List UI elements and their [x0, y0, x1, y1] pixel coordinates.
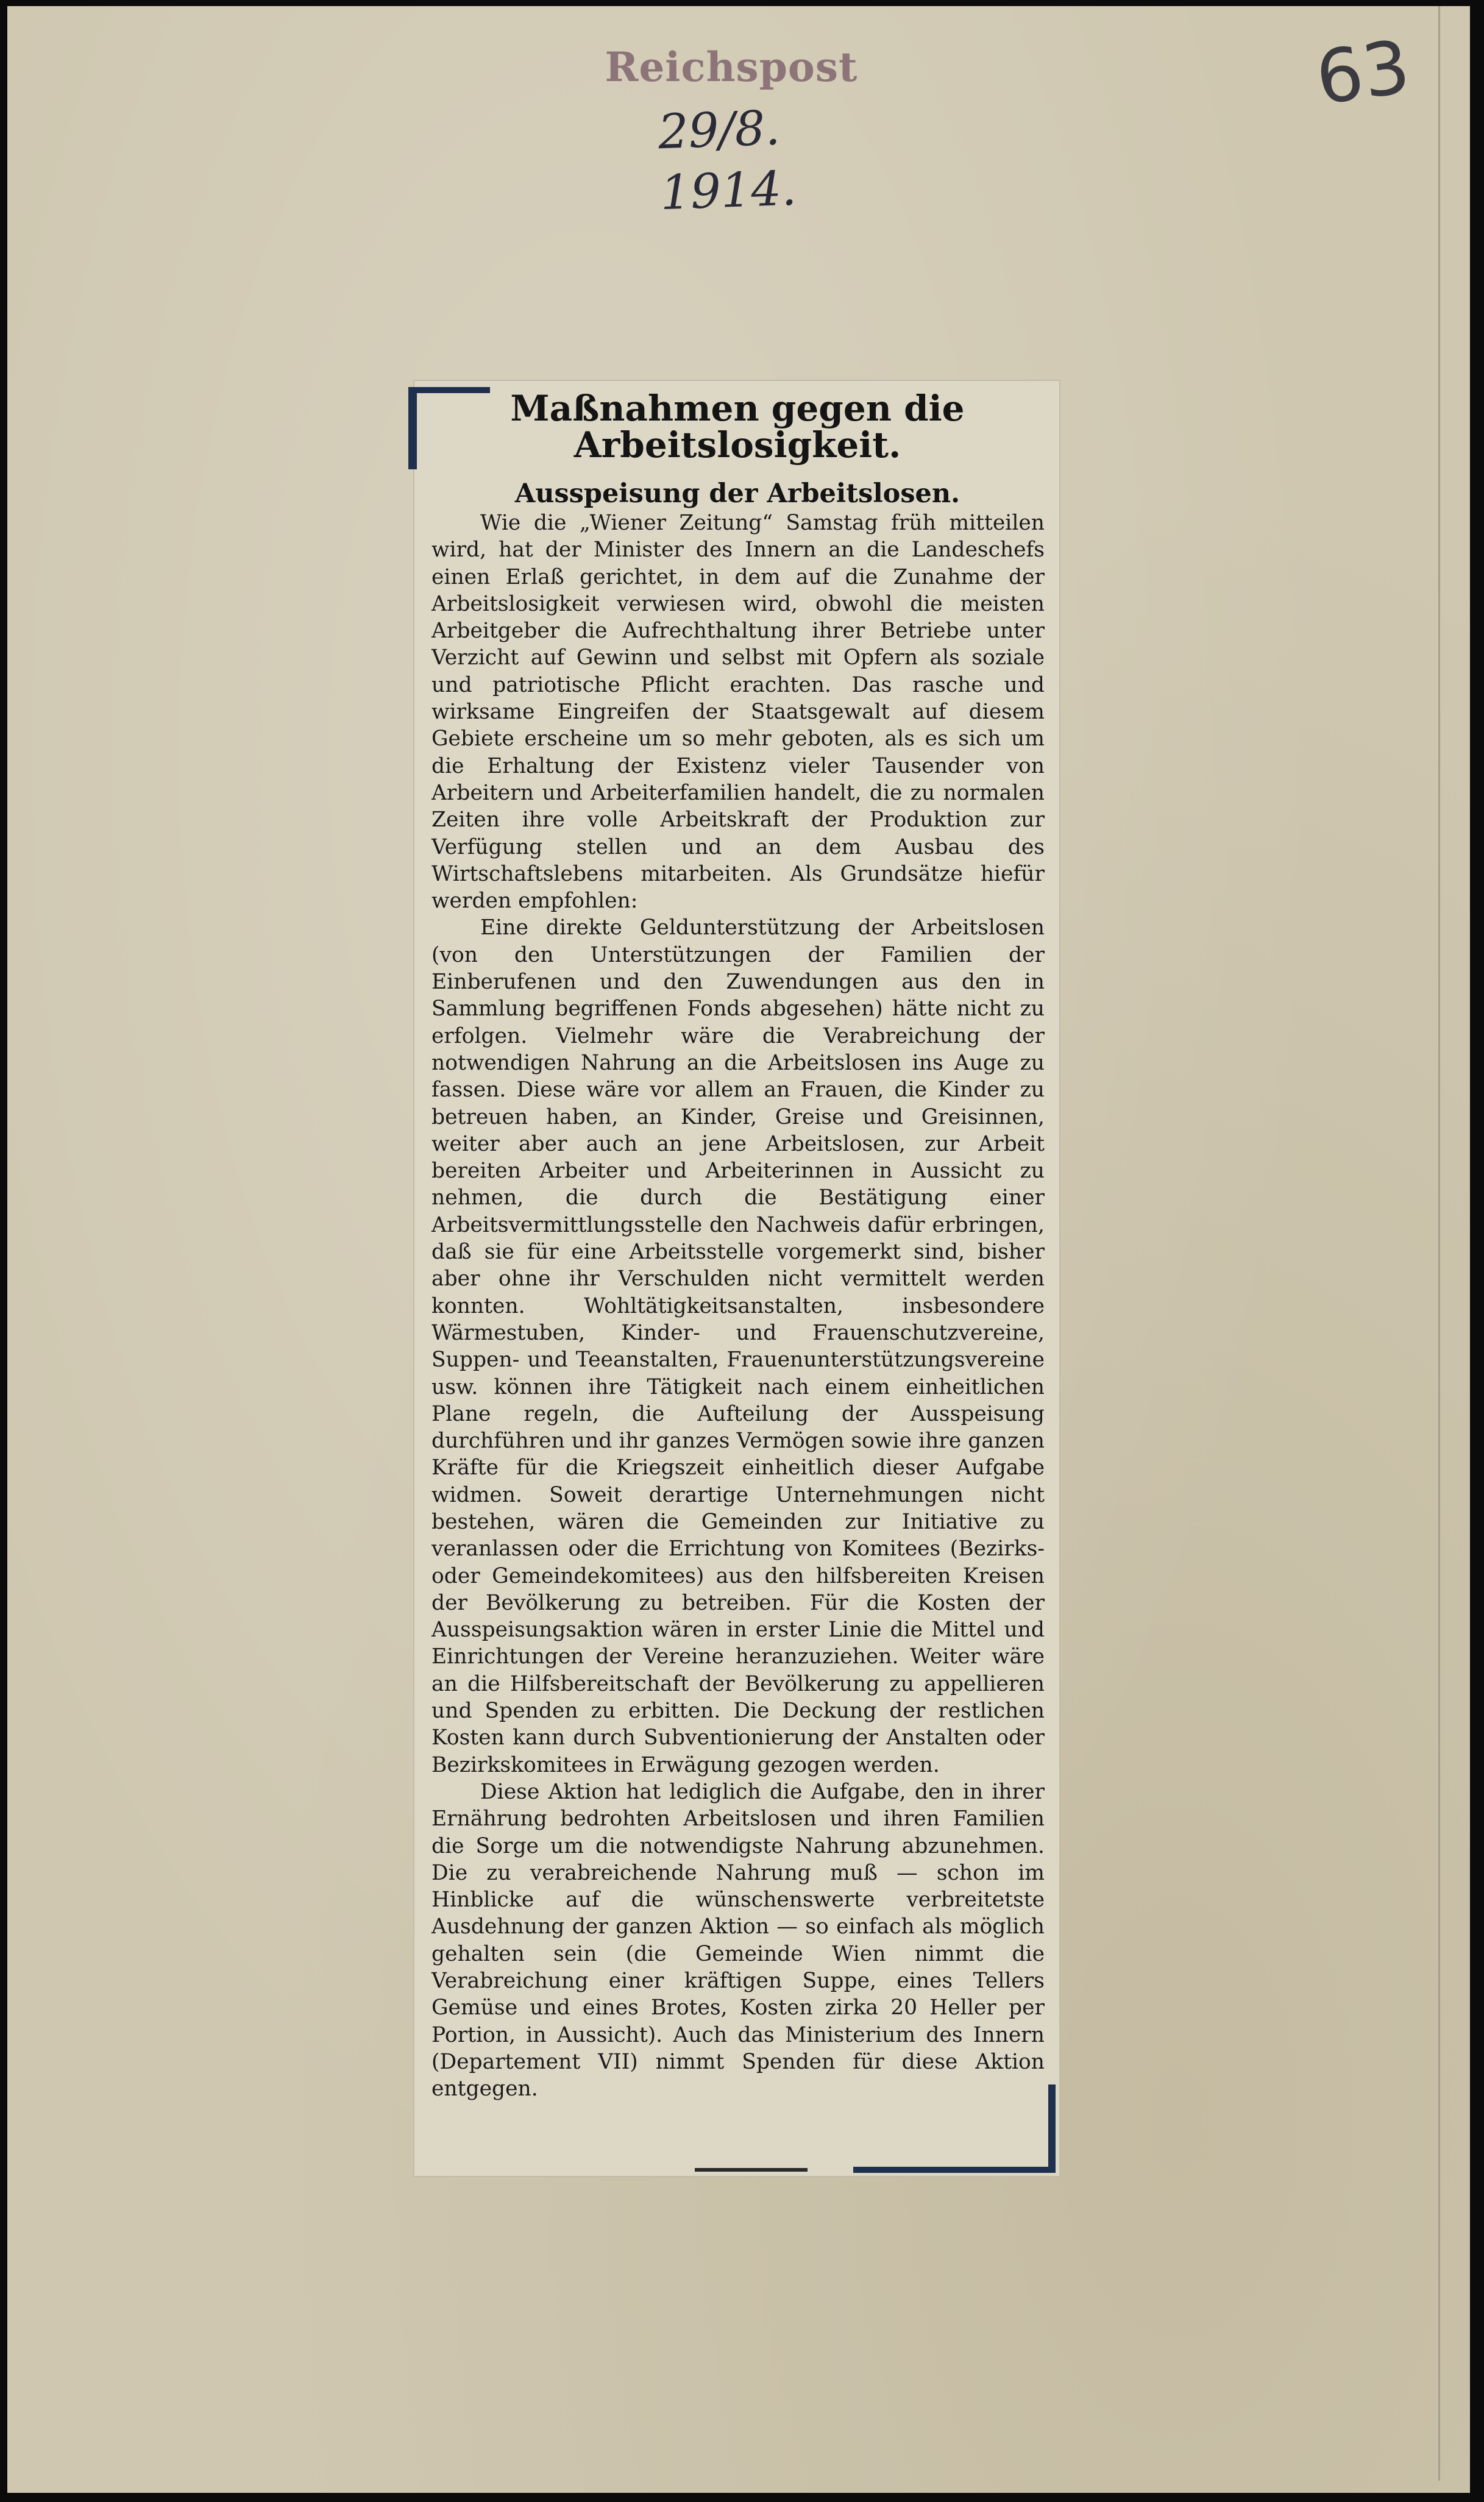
article-paragraph: Eine direkte Geldunterstützung der Arbeitslosen (von den Unterstützungen der Familien der Einberufenen und den Zuwendungen aus den in Sammlung begriffenen Fonds abgesehen) hätte nicht zu erfolgen. Vielmehr wäre die Verabreichung der notwendigen Nahrung an die Arbeitslosen ins Auge zu fassen. Diese wäre vor allem an Frauen, die Kinder zu betreuen haben, an Kinder, Greise und Greisinnen, weiter aber auch an jene Arbeitslosen, zur Arbeit bereiten Arbeiter und Arbeiterinnen in Aussicht zu nehmen, die durch die Bestätigung einer Arbeitsvermittlungsstelle den Nachweis dafür erbringen, daß sie für eine Arbeitsstelle vorgemerkt sind, bisher aber ohne ihr Verschulden nicht vermittelt werden konnten. Wohltätigkeitsanstalten, insbesondere Wärmestuben, Kinder- und Frauenschutzvereine, Suppen- und Teeanstalten, Frauenunterstützungsvereine usw. können ihre Tätigkeit nach einem einheitlichen Plane regeln, die Aufteilung der Ausspeisung durchführen und ihr ganzes Vermögen sowie ihre ganzen Kräfte für die Kriegszeit einheitlich dieser Aufgabe widmen. Soweit derartige Unternehmungen nicht bestehen, wären die Gemeinden zur Initiative zu veranlassen oder die Errichtung von Komitees (Bezirks- oder Gemeindekomitees) aus den hilfsbereiten Kreisen der Bevölkerung zu betreiben. Für die Kosten der Ausspeisungsaktion wären in erster Linie die Mittel und Einrichtungen der Vereine heranzuziehen. Weiter wäre an die Hilfsbereitschaft der Bevölkerung zu appellieren und Spenden zu erbitten. Die Deckung der restlichen Kosten kann durch Subventionierung der Anstalten oder Bezirkskomitees in Erwägung gezogen werden. — [431, 915, 1045, 1777]
article-paragraph: Wie die „Wiener Zeitung“ Samstag früh mitteilen wird, hat der Minister des Innern an die Landeschefs einen Erlaß gerichtet, in dem auf die Zunahme der Arbeitslosigkeit verwiesen wird, obwohl die meisten Arbeitgeber die Aufrechthaltung ihrer Betriebe unter Verzicht auf Gewinn und selbst mit Opfern als soziale und patriotische Pflicht erachten. Das rasche und wirksame Eingreifen der Staatsgewalt auf diesem Gebiete erscheine um so mehr geboten, als es sich um die Erhaltung der Existenz vieler Tausender von Arbeitern und Arbeiterfamilien handelt, die zu normalen Zeiten ihre volle Arbeitskraft der Produktion zur Verfügung stellen und an dem Ausbau des Wirtschaftslebens mitarbeiten. Als Grundsätze hiefür werden empfohlen: — [431, 511, 1045, 914]
article-body — [431, 510, 1045, 2167]
blue-pencil-mark-left — [408, 387, 417, 469]
article-subtitle: Ausspeisung der Arbeitslosen. — [514, 478, 960, 509]
blue-pencil-mark-right — [1048, 2084, 1056, 2173]
handwritten-page-number: 63 — [1311, 24, 1415, 122]
article-title: Maßnahmen gegen die Arbeitslosigkeit. — [510, 388, 965, 466]
newspaper-stamp: Reichspost — [605, 43, 858, 91]
sheet-edge — [1438, 6, 1464, 2481]
end-rule — [695, 2168, 808, 2172]
blue-pencil-mark-bottom — [853, 2167, 1054, 2173]
article-paragraph: Diese Aktion hat lediglich die Aufgabe, den in ihrer Ernährung bedrohten Arbeitslosen und ihren Familien die Sorge um die notwendigste Nahrung abzunehmen. Die zu verabreichende Nahrung muß — schon im Hinblicke auf die wünschenswerte verbreitetste Ausdehnung der ganzen Aktion — so einfach als möglich gehalten sein (die Gemeinde Wien nimmt die Verabreichung einer kräftigen Suppe, eines Tellers Gemüse und eines Brotes, Kosten zirka 20 Heller per Portion, in Aussicht). Auch das Ministerium des Innern (Departement VII) nimmt Spenden für diese Aktion entgegen. — [431, 1779, 1045, 2102]
handwritten-date: 29/8. 1914. — [657, 101, 798, 221]
